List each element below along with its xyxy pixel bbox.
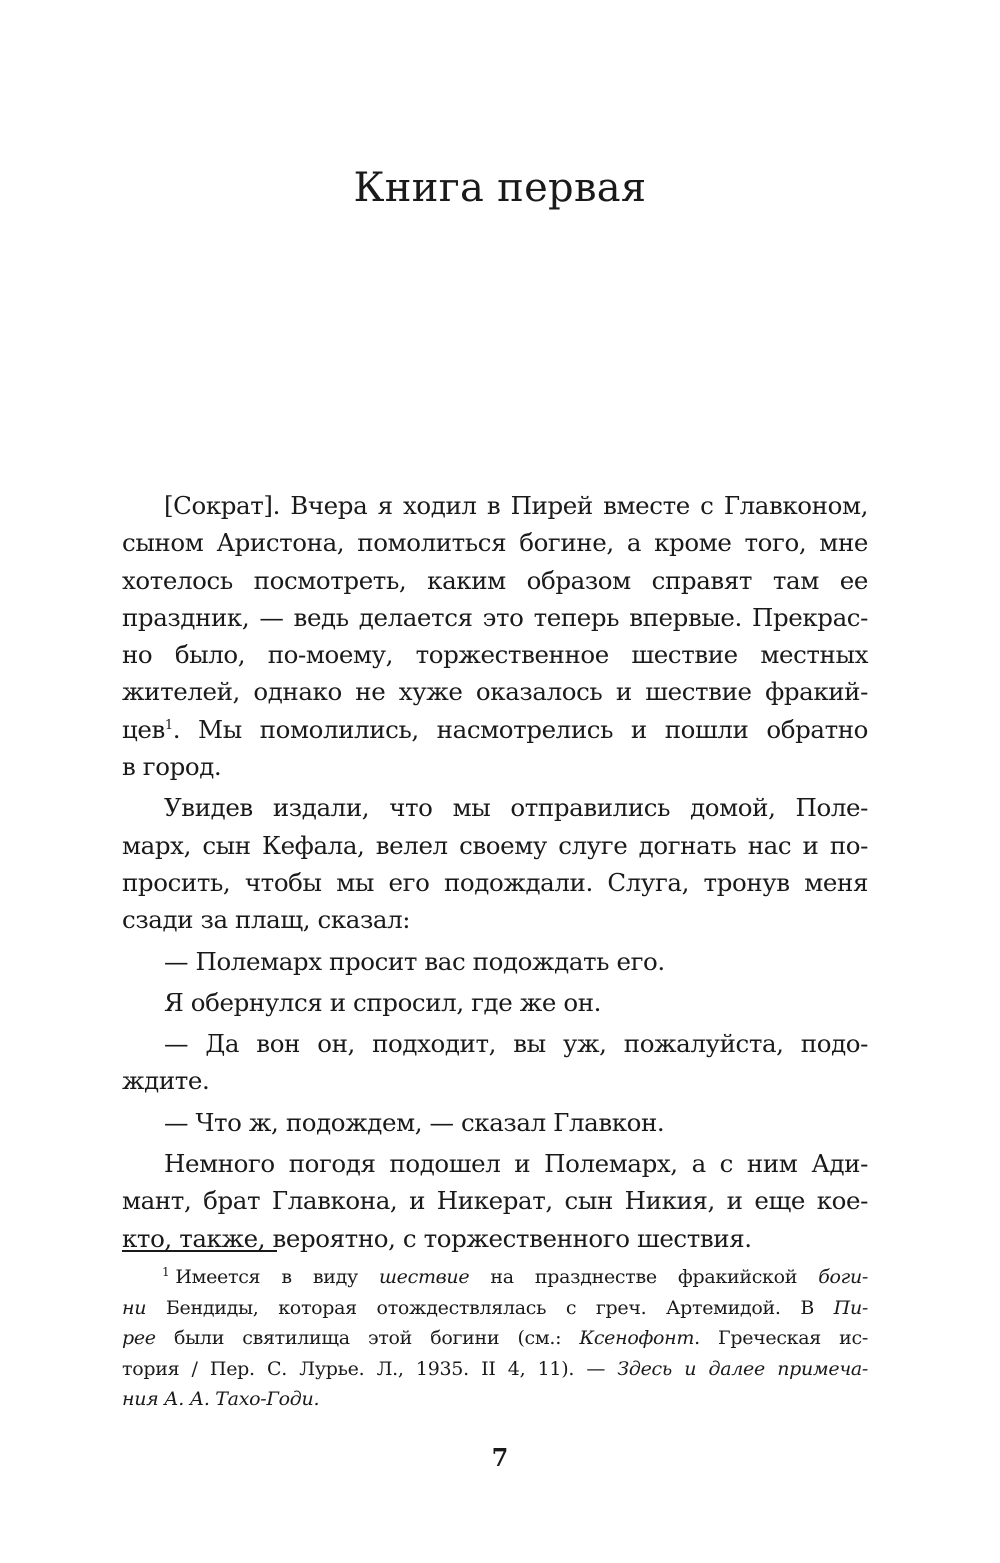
text-line: марх, сын Кефала, велел своему слуге догнать нас и по- — [122, 830, 868, 860]
page-number: 7 — [491, 1443, 509, 1472]
main-text — [122, 487, 868, 1257]
footnote-separator — [122, 1250, 277, 1252]
footnote-line: $^1$ Имеется в виду шествие на празднестве фракийской боги- — [162, 1265, 869, 1288]
footnote-marker: 1 — [162, 1265, 170, 1279]
text-line: мант, брат Главкона, и Никерат, сын Никия, и еще кое- — [122, 1186, 868, 1216]
text-line: — Полемарх просит вас подождать его. — [164, 946, 665, 976]
footnote-line: ния А. А. Тахо-Годи. — [122, 1388, 320, 1410]
text-line: в город. — [122, 752, 222, 782]
text-line: ждите. — [122, 1066, 210, 1096]
text-line: сыном Аристона, помолиться богине, а кроме того, мне — [122, 528, 868, 558]
text-line: — Что ж, подождем, — сказал Главкон. — [164, 1107, 665, 1137]
chapter-heading: Книга первая — [353, 165, 647, 211]
text-line: просить, чтобы мы его подождали. Слуга, тронув меня — [122, 867, 868, 897]
text-line: но было, по-моему, торжественное шествие местных — [122, 640, 868, 670]
footnote-reference[interactable]: 1 — [164, 717, 173, 733]
text-line: жителей, однако не хуже оказалось и шествие фракий- — [122, 677, 868, 707]
text-line: Я обернулся и спросил, где же он. — [164, 987, 602, 1017]
footnote-line: рее были святилища этой богини (см.: Ксенофонт. Греческая ис- — [122, 1327, 868, 1349]
text-line: Увидев издали, что мы отправились домой, Поле- — [164, 793, 868, 823]
footnote — [122, 1262, 868, 1415]
text-line: сзади за плащ, сказал: — [122, 905, 411, 935]
text-line: Немного погодя подошел и Полемарх, а с ним Ади- — [164, 1149, 868, 1179]
text-line: кто, также, вероятно, с торжественного шествия. — [122, 1223, 752, 1253]
footnote-line: ни Бендиды, которая отождествлялась с греч. Артемидой. В Пи- — [122, 1296, 868, 1319]
text-line: [Сократ]. Вчера я ходил в Пирей вместе с Главконом, — [164, 491, 868, 520]
text-line: цев$^1$. Мы помолились, насмотрелись и пошли обратно — [122, 714, 868, 744]
text-line: хотелось посмотреть, каким образом справят там ее — [122, 565, 868, 595]
text-line: праздник, — ведь делается это теперь впервые. Прекрас- — [122, 602, 868, 632]
footnote-line: тория / Пер. С. Лурье. Л., 1935. II 4, 11). — Здесь и далее примеча- — [122, 1357, 868, 1380]
text-line: — Да вон он, подходит, вы уж, пожалуйста, подо- — [164, 1029, 868, 1059]
